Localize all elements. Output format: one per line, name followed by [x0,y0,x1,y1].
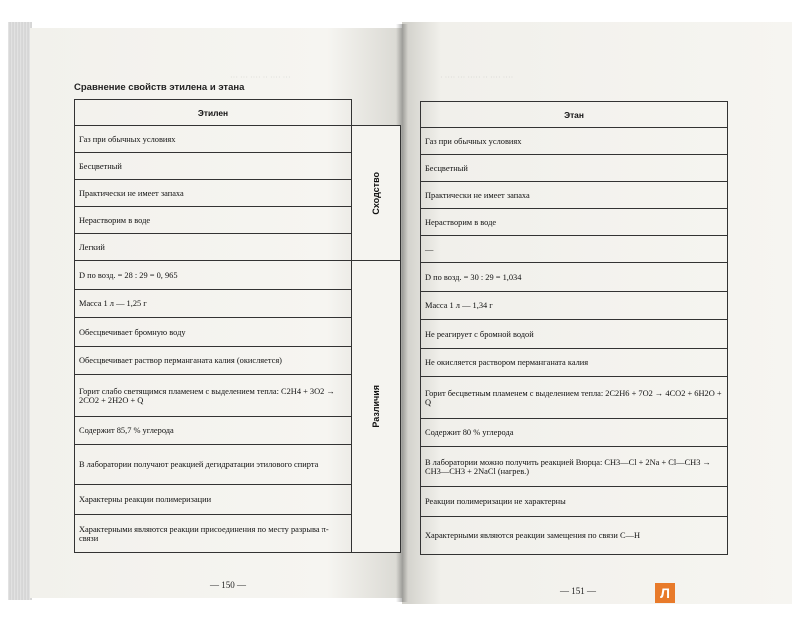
ethylene-row-mass: Масса 1 л — 1,25 г [75,290,352,318]
ethylene-row-addition: Характерными являются реакции присоединения по месту разрыва π-связи [75,515,352,553]
similarity-label: Сходство [371,171,381,215]
ethane-row-bromine: Не реагирует с бромной водой [421,320,728,349]
page-edge-stack [8,22,32,600]
ethane-header: Этан [421,102,728,128]
bleed-through-text: · ···· ··· ····· ·· ···· ···· [440,73,514,82]
ethane-row-substitution: Характерными являются реакции замещения по связи C—H [421,517,728,555]
ethane-row-gas: Газ при обычных условиях [421,128,728,155]
difference-label: Различия [371,385,381,428]
ethylene-row-carbon: Содержит 85,7 % углерода [75,417,352,445]
ethylene-row-colorless: Бесцветный [75,153,352,180]
ethane-row-odor: Практически не имеет запаха [421,182,728,209]
ethylene-row-lab-prep: В лаборатории получают реакцией дегидратации этилового спирта [75,445,352,485]
ethane-row-insoluble: Нерастворим в воде [421,209,728,236]
similarity-side-cell [352,126,401,261]
ethylene-row-insoluble: Нерастворим в воде [75,207,352,234]
ethane-row-dash: — [421,236,728,263]
ethane-row-combustion: Горит бесцветным пламенем с выделением тепла: 2C2H6 + 7O2 → 4CO2 + 6H2O + Q [421,377,728,419]
ethylene-row-light: Легкий [75,234,352,261]
ethylene-row-combustion: Горит слабо светящимся пламенем с выделением тепла: C2H4 + 3O2 → 2CO2 + 2H2O + Q [75,375,352,417]
ethylene-row-odor: Практически не имеет запаха [75,180,352,207]
ethane-row-permanganate: Не окисляется раствором перманганата калия [421,349,728,377]
ethylene-header: Этилен [75,100,352,126]
ethylene-table [74,99,401,553]
ethane-row-carbon: Содержит 80 % углерода [421,419,728,447]
difference-side-cell [352,261,401,553]
ethylene-row-permanganate: Обесцвечивает раствор перманганата калия (окисляется) [75,347,352,375]
publisher-logo-icon: Л [655,583,675,603]
ethylene-row-polymerization: Характерны реакции полимеризации [75,485,352,515]
ethane-table [420,101,728,555]
page-title: Сравнение свойств этилена и этана [74,82,245,93]
page-number-right: — 151 — [560,586,596,596]
ethane-row-wurtz: В лаборатории можно получить реакцией Вюрца: CH3—Cl + 2Na + Cl—CH3 → CH3—CH3 + 2NaCl (нагрев.) [421,447,728,487]
ethane-row-mass: Масса 1 л — 1,34 г [421,292,728,320]
ethylene-row-bromine: Обесцвечивает бромную воду [75,318,352,347]
ethylene-row-gas: Газ при обычных условиях [75,126,352,153]
ethane-row-colorless: Бесцветный [421,155,728,182]
ethylene-row-density: D по возд. = 28 : 29 = 0, 965 [75,261,352,290]
blank-cell [352,100,401,126]
ethane-row-polymerization: Реакции полимеризации не характерны [421,487,728,517]
ethane-row-density: D по возд. = 30 : 29 = 1,034 [421,263,728,292]
page-number-left: — 150 — [210,580,246,590]
bleed-through-text: ··· ··· ···· ·· ···· ··· [230,73,291,82]
